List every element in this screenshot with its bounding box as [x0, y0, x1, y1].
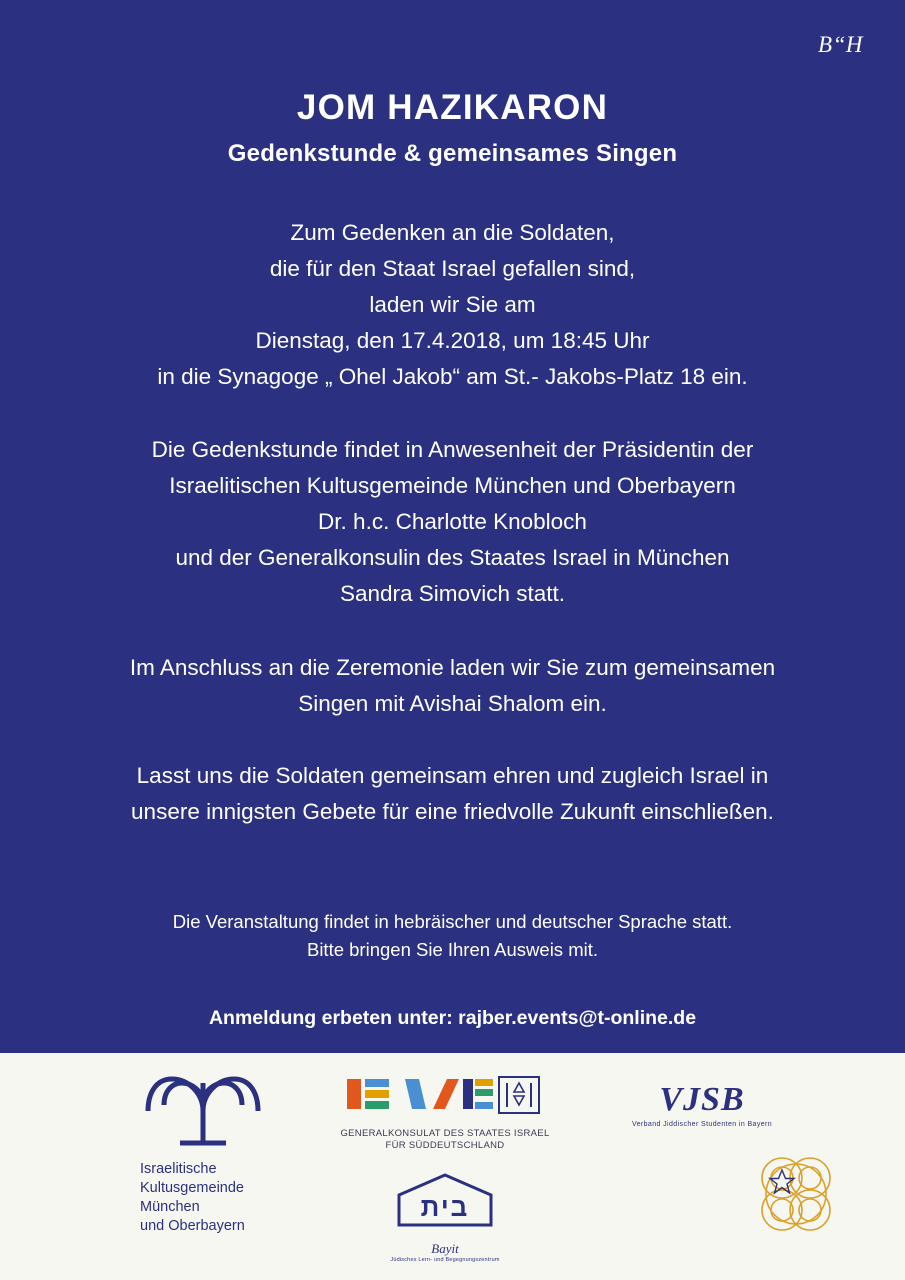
logo-vjsb: [612, 1081, 792, 1128]
presence-line: Sandra Simovich statt.: [339, 581, 566, 606]
logo-ikg-muenchen: [88, 1071, 318, 1236]
bayit-tagline: Jüdisches Lern- und Begegnungszentrum: [390, 1257, 500, 1263]
logo-israel-consulate: [330, 1075, 560, 1152]
logo-israel-caption: [330, 1128, 560, 1152]
language-note-line: Bitte bringen Sie Ihren Ausweis mit.: [306, 939, 598, 960]
bayit-latin: Bayit: [431, 1241, 459, 1256]
invitation-line: Zum Gedenken an die Soldaten,: [290, 220, 615, 245]
registration-line[interactable]: Anmeldung erbeten unter: rajber.events@t-online.de: [208, 1007, 697, 1029]
presence-line: Israelitischen Kultusgemeinde München und Oberbayern: [169, 473, 736, 498]
vjsb-wordmark: VJSB: [659, 1081, 745, 1118]
logo-ikg-line: Israelitische: [140, 1161, 217, 1177]
registration-block: [60, 1005, 845, 1031]
torah-mitzion-rings-icon: [740, 1148, 850, 1261]
logo-bayit: [380, 1171, 510, 1263]
presence-line: Die Gedenkstunde findet in Anwesenheit der Präsidentin der: [151, 437, 754, 462]
logo-ikg-line: und Oberbayern: [140, 1218, 245, 1234]
logo-ikg-line: München: [140, 1199, 200, 1215]
after-ceremony-block: [60, 650, 845, 722]
after-ceremony-line: Singen mit Avishai Shalom ein.: [298, 691, 607, 716]
language-note-line: Die Veranstaltung findet in hebräischer und deutscher Sprache statt.: [172, 911, 733, 932]
logo-ikg-line: Kultusgemeinde: [140, 1180, 244, 1196]
closing-line: Lasst uns die Soldaten gemeinsam ehren und zugleich Israel in: [136, 763, 769, 788]
logo-israel-caption-line: FÜR SÜDDEUTSCHLAND: [385, 1140, 505, 1151]
after-ceremony-line: Im Anschluss an die Zeremonie laden wir Sie zum gemeinsamen: [129, 655, 776, 680]
invitation-line: Dienstag, den 17.4.2018, um 18:45 Uhr: [255, 328, 650, 353]
page-title: JOM HAZIKARON: [296, 88, 609, 127]
closing-block: [60, 758, 845, 830]
invitation-line: die für den Staat Israel gefallen sind,: [269, 256, 636, 281]
presence-block: [60, 432, 845, 612]
logo-ikg-caption: [88, 1160, 318, 1236]
presence-line: Dr. h.c. Charlotte Knobloch: [318, 509, 587, 534]
language-note-block: [60, 908, 845, 964]
invitation-line: in die Synagoge „ Ohel Jakob“ am St.- Jakobs-Platz 18 ein.: [157, 364, 748, 389]
bh-mark: B“H: [818, 32, 863, 57]
page-subtitle: Gedenkstunde & gemeinsames Singen: [227, 140, 678, 167]
menorah-icon: [88, 1071, 318, 1154]
presence-line: und der Generalkonsulin des Staates Israel in München: [175, 545, 730, 570]
logo-israel-caption-line: GENERALKONSULAT DES STAATES ISRAEL: [340, 1128, 550, 1139]
invitation-line: laden wir Sie am: [369, 292, 536, 317]
bayit-hebrew: בית: [420, 1192, 470, 1222]
invitation-block: [60, 215, 845, 395]
vjsb-caption: Verband Jiddischer Studenten in Bayern: [631, 1121, 773, 1128]
israel-wordmark-icon: [330, 1075, 560, 1122]
closing-line: unsere innigsten Gebete für eine friedvolle Zukunft einschließen.: [131, 799, 774, 824]
